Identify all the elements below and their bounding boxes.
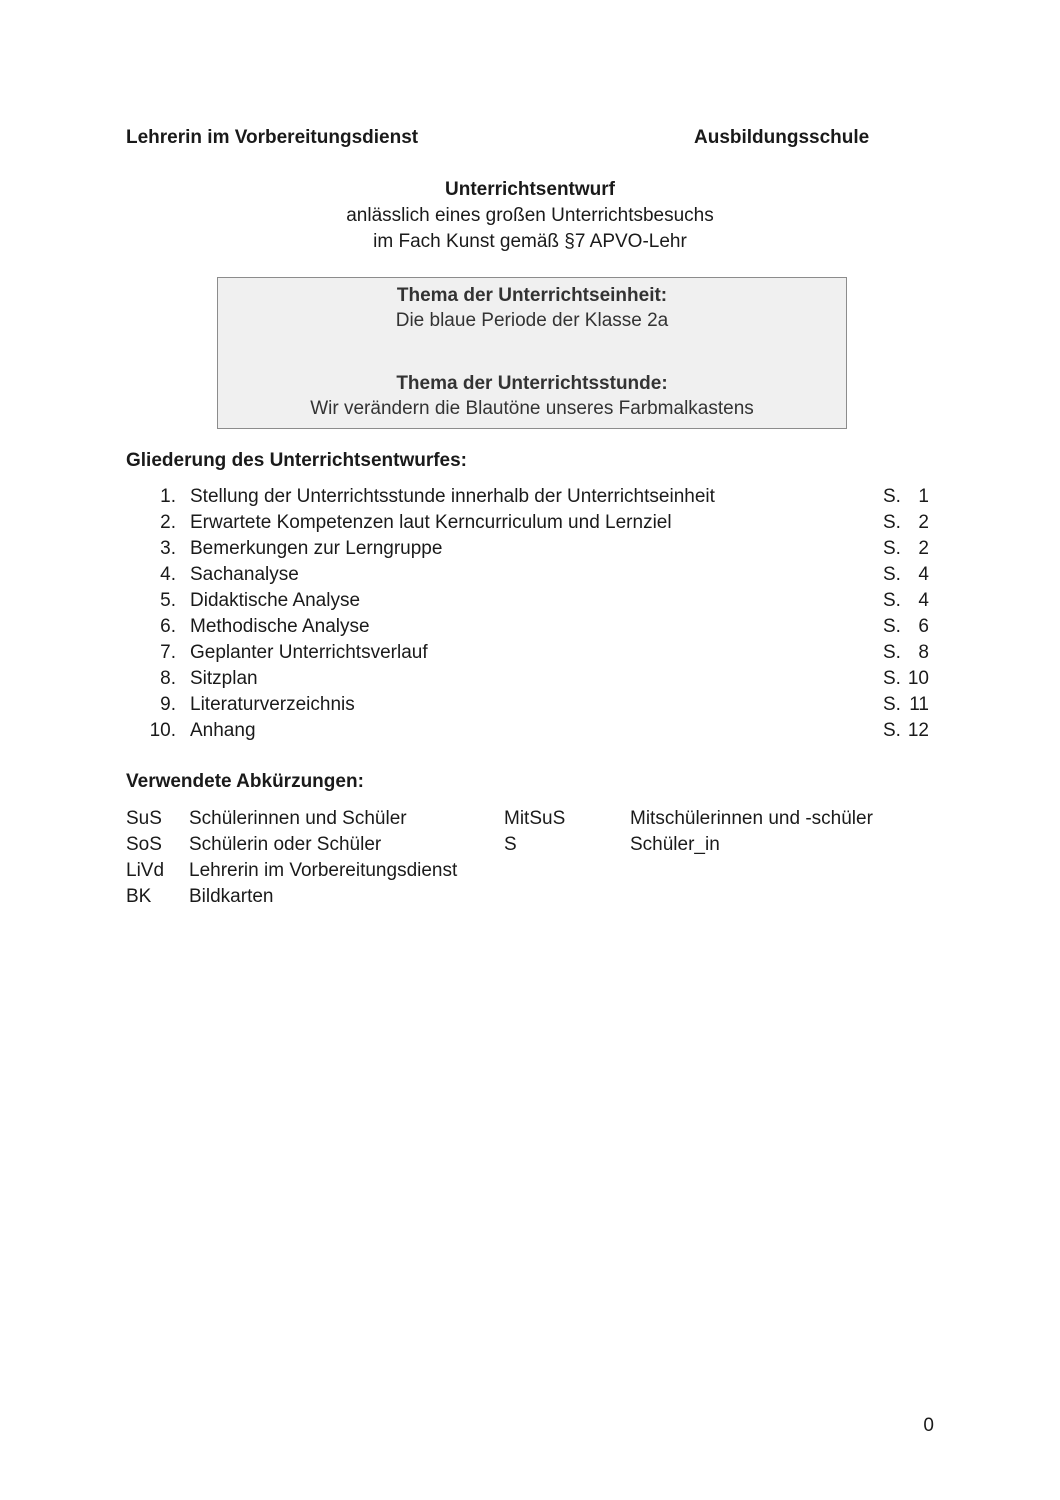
- outline-heading: Gliederung des Unterrichtsentwurfes:: [126, 450, 468, 471]
- outline-item-number: 3.: [160, 538, 176, 559]
- outline-item-number: 5.: [160, 590, 176, 611]
- outline-item-page-prefix: S.: [883, 590, 901, 611]
- document-subtitle-line1: anlässlich eines großen Unterrichtsbesuchs: [346, 205, 714, 226]
- outline-item-page: 2: [918, 512, 929, 533]
- outline-item-page: 12: [907, 720, 929, 741]
- abbreviation-meaning: Mitschülerinnen und -schüler: [630, 808, 873, 829]
- abbreviation-meaning: Schülerinnen und Schüler: [189, 808, 407, 829]
- unit-theme-label: Thema der Unterrichtseinheit:: [396, 285, 668, 306]
- outline-item-number: 7.: [160, 642, 176, 663]
- header-school-label: Ausbildungsschule: [694, 127, 870, 148]
- abbreviation-term: BK: [126, 886, 152, 907]
- outline-item-page-prefix: S.: [883, 720, 901, 741]
- lesson-theme-value: Wir verändern die Blautöne unseres Farbmalkastens: [310, 398, 754, 419]
- outline-item-page: 10: [907, 668, 929, 689]
- outline-item-page: 8: [918, 642, 929, 663]
- outline-item-title: Methodische Analyse: [190, 616, 370, 637]
- outline-item-title: Sachanalyse: [190, 564, 299, 585]
- document-subtitle-line2: im Fach Kunst gemäß §7 APVO-Lehr: [373, 231, 687, 252]
- outline-item-title: Literaturverzeichnis: [190, 694, 355, 715]
- theme-box: [217, 277, 847, 429]
- header-trainee-label: Lehrerin im Vorbereitungsdienst: [126, 127, 419, 148]
- outline-item-number: 9.: [160, 694, 176, 715]
- outline-item-page-prefix: S.: [883, 694, 901, 715]
- outline-item-page: 2: [918, 538, 929, 559]
- lesson-theme-label: Thema der Unterrichtsstunde:: [396, 373, 668, 394]
- outline-item-title: Anhang: [190, 720, 256, 741]
- outline-item-title: Didaktische Analyse: [190, 590, 361, 611]
- page-number: 0: [923, 1415, 934, 1436]
- outline-item-title: Erwartete Kompetenzen laut Kerncurriculum und Lernziel: [190, 512, 672, 533]
- outline-item-page-prefix: S.: [883, 564, 901, 585]
- abbreviation-term: SoS: [126, 834, 162, 855]
- abbreviation-term: MitSuS: [504, 808, 566, 829]
- outline-item-title: Sitzplan: [190, 668, 258, 689]
- abbreviation-meaning: Schüler_in: [630, 834, 720, 855]
- outline-item-page: 4: [918, 564, 929, 585]
- outline-item-page-prefix: S.: [883, 616, 901, 637]
- outline-item-title: Stellung der Unterrichtsstunde innerhalb der Unterrichtseinheit: [190, 486, 715, 507]
- outline-item-page: 6: [918, 616, 929, 637]
- outline-item-number: 2.: [160, 512, 176, 533]
- outline-item-number: 8.: [160, 668, 176, 689]
- outline-item-number: 4.: [160, 564, 176, 585]
- outline-item-page-prefix: S.: [883, 512, 901, 533]
- outline-item-page-prefix: S.: [883, 642, 901, 663]
- unit-theme-value: Die blaue Periode der Klasse 2a: [395, 310, 669, 331]
- abbreviation-term: LiVd: [126, 860, 165, 881]
- abbreviation-meaning: Lehrerin im Vorbereitungsdienst: [189, 860, 458, 881]
- outline-item-page-prefix: S.: [883, 538, 901, 559]
- abbreviation-meaning: Bildkarten: [189, 886, 274, 907]
- outline-item-number: 6.: [160, 616, 176, 637]
- outline-item-number: 1.: [160, 486, 176, 507]
- outline-item-page: 4: [918, 590, 929, 611]
- abbreviation-meaning: Schülerin oder Schüler: [189, 834, 382, 855]
- document-title: Unterrichtsentwurf: [445, 179, 615, 200]
- outline-item-page-prefix: S.: [883, 486, 901, 507]
- outline-item-title: Bemerkungen zur Lerngruppe: [190, 538, 443, 559]
- outline-item-title: Geplanter Unterrichtsverlauf: [190, 642, 428, 663]
- outline-item-page: 1: [918, 486, 929, 507]
- abbreviation-term: SuS: [126, 808, 162, 829]
- abbreviation-term: S: [504, 834, 517, 855]
- outline-item-number: 10.: [149, 720, 176, 741]
- outline-item-page-prefix: S.: [883, 668, 901, 689]
- abbreviations-heading: Verwendete Abkürzungen:: [126, 771, 364, 792]
- outline-item-page: 11: [909, 694, 929, 715]
